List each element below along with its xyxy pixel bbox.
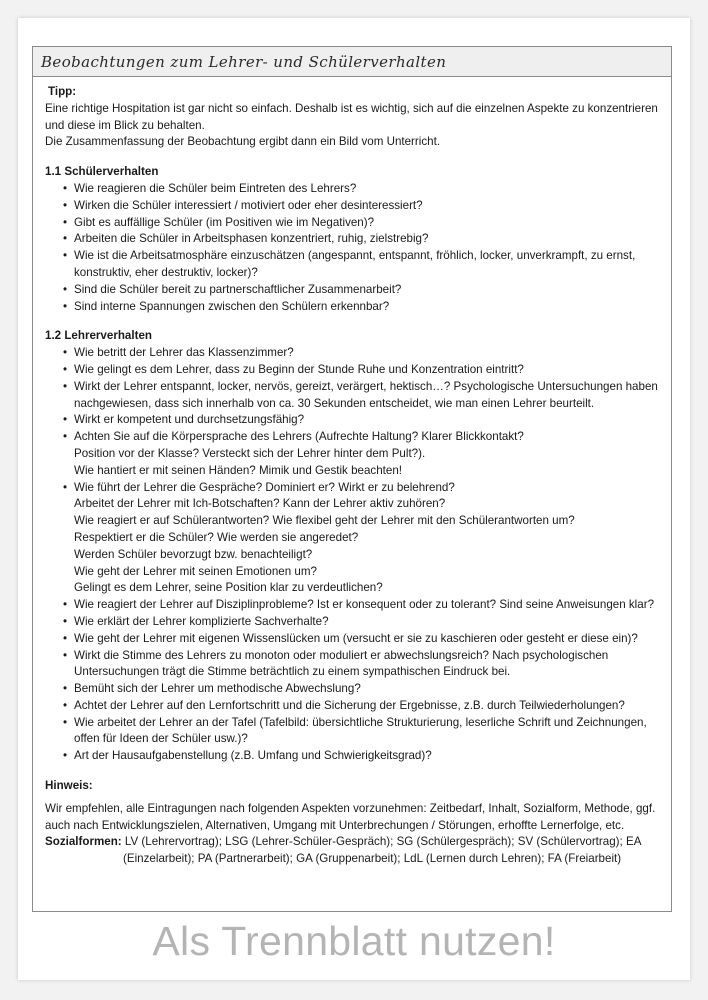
hinweis-line: Wir empfehlen, alle Eintragungen nach folgenden Aspekten vorzunehmen: Zeitbedarf, Inhalt, Sozialform, Methode, ggf. — [45, 801, 656, 815]
list-item — [63, 429, 661, 479]
list-item — [63, 412, 661, 429]
list-item — [63, 648, 661, 682]
list-item — [63, 748, 661, 765]
list-item — [63, 231, 661, 248]
list-item-line: • Wie erklärt der Lehrer komplizierte Sachverhalte? — [74, 614, 329, 628]
document-page — [18, 18, 690, 980]
list-item-line: Wie hantiert er mit seinen Händen? Mimik und Gestik beachten! — [74, 463, 403, 477]
list-item-line: • Art der Hausaufgabenstellung (z.B. Umfang und Schwierigkeitsgrad)? — [74, 749, 432, 763]
list-item-line: Wie reagiert er auf Schülerantworten? Wie flexibel geht der Lehrer mit den Schülerantworten um? — [74, 514, 575, 528]
list-item — [63, 631, 661, 648]
list-item-line: Position vor der Klasse? Versteckt sich der Lehrer hinter dem Pult?). — [74, 446, 426, 460]
list-item-line: • Wirken die Schüler interessiert / motiviert oder eher desinteressiert? — [74, 198, 423, 212]
list-item-line: Untersuchungen trägt die Stimme beträchtlich zu einem sympathischen Eindruck bei. — [74, 665, 511, 679]
tipp-line: und diese im Blick zu behalten. — [45, 118, 205, 132]
list-item — [63, 480, 661, 598]
list-item — [63, 597, 661, 614]
list-item-line: • Wirkt er kompetent und durchsetzungsfähig? — [74, 413, 305, 427]
list-item — [63, 681, 661, 698]
list-item-line: nachgewiesen, dass sich innerhalb von ca. 30 Sekunden entscheidet, wie man einen Lehrer beurteilt. — [74, 396, 595, 410]
list-item — [63, 362, 661, 379]
list-item — [63, 698, 661, 715]
hinweis-label: Hinweis: — [45, 779, 93, 793]
list-item-line: • Arbeiten die Schüler in Arbeitsphasen konzentriert, ruhig, zielstrebig? — [74, 232, 429, 246]
section-title-schuelerverhalten: 1.1 Schülerverhalten — [45, 165, 159, 179]
list-item-line: Respektiert er die Schüler? Wie werden sie angeredet? — [74, 530, 359, 544]
list-item-line: • Sind die Schüler bereit zu partnerschaftlicher Zusammenarbeit? — [74, 282, 402, 296]
list-item — [63, 345, 661, 362]
list-item-line: Wie geht der Lehrer mit seinen Emotionen um? — [74, 564, 317, 578]
sozialformen-line: LV (Lehrervortrag); LSG (Lehrer-Schüler-Gespräch); SG (Schülergespräch); SV (Schülervortrag); EA — [121, 835, 642, 849]
form-content — [33, 77, 671, 868]
list-item-line: • Achtet der Lehrer auf den Lernfortschritt und die Sicherung der Ergebnisse, z.B. durch Teilwiederholungen? — [74, 698, 625, 712]
list-item — [63, 299, 661, 316]
list-item-line: • Achten Sie auf die Körpersprache des Lehrers (Aufrechte Haltung? Klarer Blickkontakt? — [74, 430, 524, 444]
list-item-line: • Bemüht sich der Lehrer um methodische Abwechslung? — [74, 682, 361, 696]
list-item-line: • Sind interne Spannungen zwischen den Schülern erkennbar? — [74, 299, 390, 313]
list-item — [63, 215, 661, 232]
list-item-line: offen für Ideen der Schüler usw.)? — [74, 732, 248, 746]
tipp-line: Eine richtige Hospitation ist gar nicht so einfach. Deshalb ist es wichtig, sich auf die einzelnen Aspekte zu konzentrieren — [45, 101, 658, 115]
list-item-line: • Wirkt der Lehrer entspannt, locker, nervös, gereizt, verärgert, hektisch…? Psychologische Untersuchungen haben — [74, 379, 658, 393]
form-title: Beobachtungen zum Lehrer- und Schülerverhalten — [33, 47, 671, 77]
list-item — [63, 282, 661, 299]
section-title-lehrerverhalten: 1.2 Lehrerverhalten — [45, 329, 152, 343]
schuelerverhalten-list — [45, 181, 661, 315]
list-item — [63, 181, 661, 198]
list-item-line: • Wie reagiert der Lehrer auf Disziplinprobleme? Ist er konsequent oder zu tolerant? Sind seine Anweisungen klar? — [74, 598, 655, 612]
list-item-line: • Wie arbeitet der Lehrer an der Tafel (Tafelbild: übersichtliche Strukturierung, leserliche Schrift und Zeichnungen, — [74, 715, 647, 729]
list-item-line: • Wie gelingt es dem Lehrer, dass zu Beginn der Stunde Ruhe und Konzentration eintritt? — [74, 362, 524, 376]
list-item-line: • Wie reagieren die Schüler beim Eintreten des Lehrers? — [74, 181, 357, 195]
sozialformen-label: Sozialformen: — [45, 835, 122, 849]
list-item-line: • Wie führt der Lehrer die Gespräche? Dominiert er? Wirkt er zu belehrend? — [74, 480, 455, 494]
list-item — [63, 198, 661, 215]
tipp-line: Die Zusammenfassung der Beobachtung ergibt dann ein Bild vom Unterricht. — [45, 135, 441, 149]
list-item-line: Arbeitet der Lehrer mit Ich-Botschaften? Kann der Lehrer aktiv zuhören? — [74, 497, 446, 511]
hinweis-text — [45, 801, 661, 868]
tipp-text — [45, 101, 661, 151]
divider-sheet-note: Als Trennblatt nutzen! — [152, 918, 556, 964]
sozialformen — [45, 834, 661, 851]
list-item — [63, 248, 661, 282]
list-item-line: • Wirkt die Stimme des Lehrers zu monoton oder moduliert er abwechslungsreich? Nach psychologischen — [74, 648, 609, 662]
list-item-line: Werden Schüler bevorzugt bzw. benachteiligt? — [74, 547, 313, 561]
list-item-line: • Wie betritt der Lehrer das Klassenzimmer? — [74, 346, 294, 360]
list-item-line: • Wie geht der Lehrer mit eigenen Wissenslücken um (versucht er sie zu kaschieren oder gesteht er diese ein)? — [74, 631, 638, 645]
list-item — [63, 715, 661, 749]
sozialformen-line: (Einzelarbeit); PA (Partnerarbeit); GA (Gruppenarbeit); LdL (Lernen durch Lehren); FA (Freiarbeit) — [123, 852, 622, 866]
lehrerverhalten-list — [45, 345, 661, 765]
list-item — [63, 379, 661, 413]
tipp-label: Tipp: — [48, 85, 77, 98]
list-item — [63, 614, 661, 631]
list-item-line: • Gibt es auffällige Schüler (im Positiven wie im Negativen)? — [74, 215, 375, 229]
list-item-line: konstruktiv, eher destruktiv, locker)? — [74, 265, 258, 279]
list-item-line: • Wie ist die Arbeitsatmosphäre einzuschätzen (angespannt, entspannt, fröhlich, locker, unverkrampft, zu ernst, — [74, 249, 636, 263]
observation-form — [32, 46, 672, 912]
hinweis-line: auch nach Entwicklungszielen, Alternativen, Umgang mit Unterbrechungen / Störungen, erhoffte Lernerfolge, etc. — [45, 818, 625, 832]
list-item-line: Gelingt es dem Lehrer, seine Position klar zu verdeutlichen? — [74, 581, 383, 595]
